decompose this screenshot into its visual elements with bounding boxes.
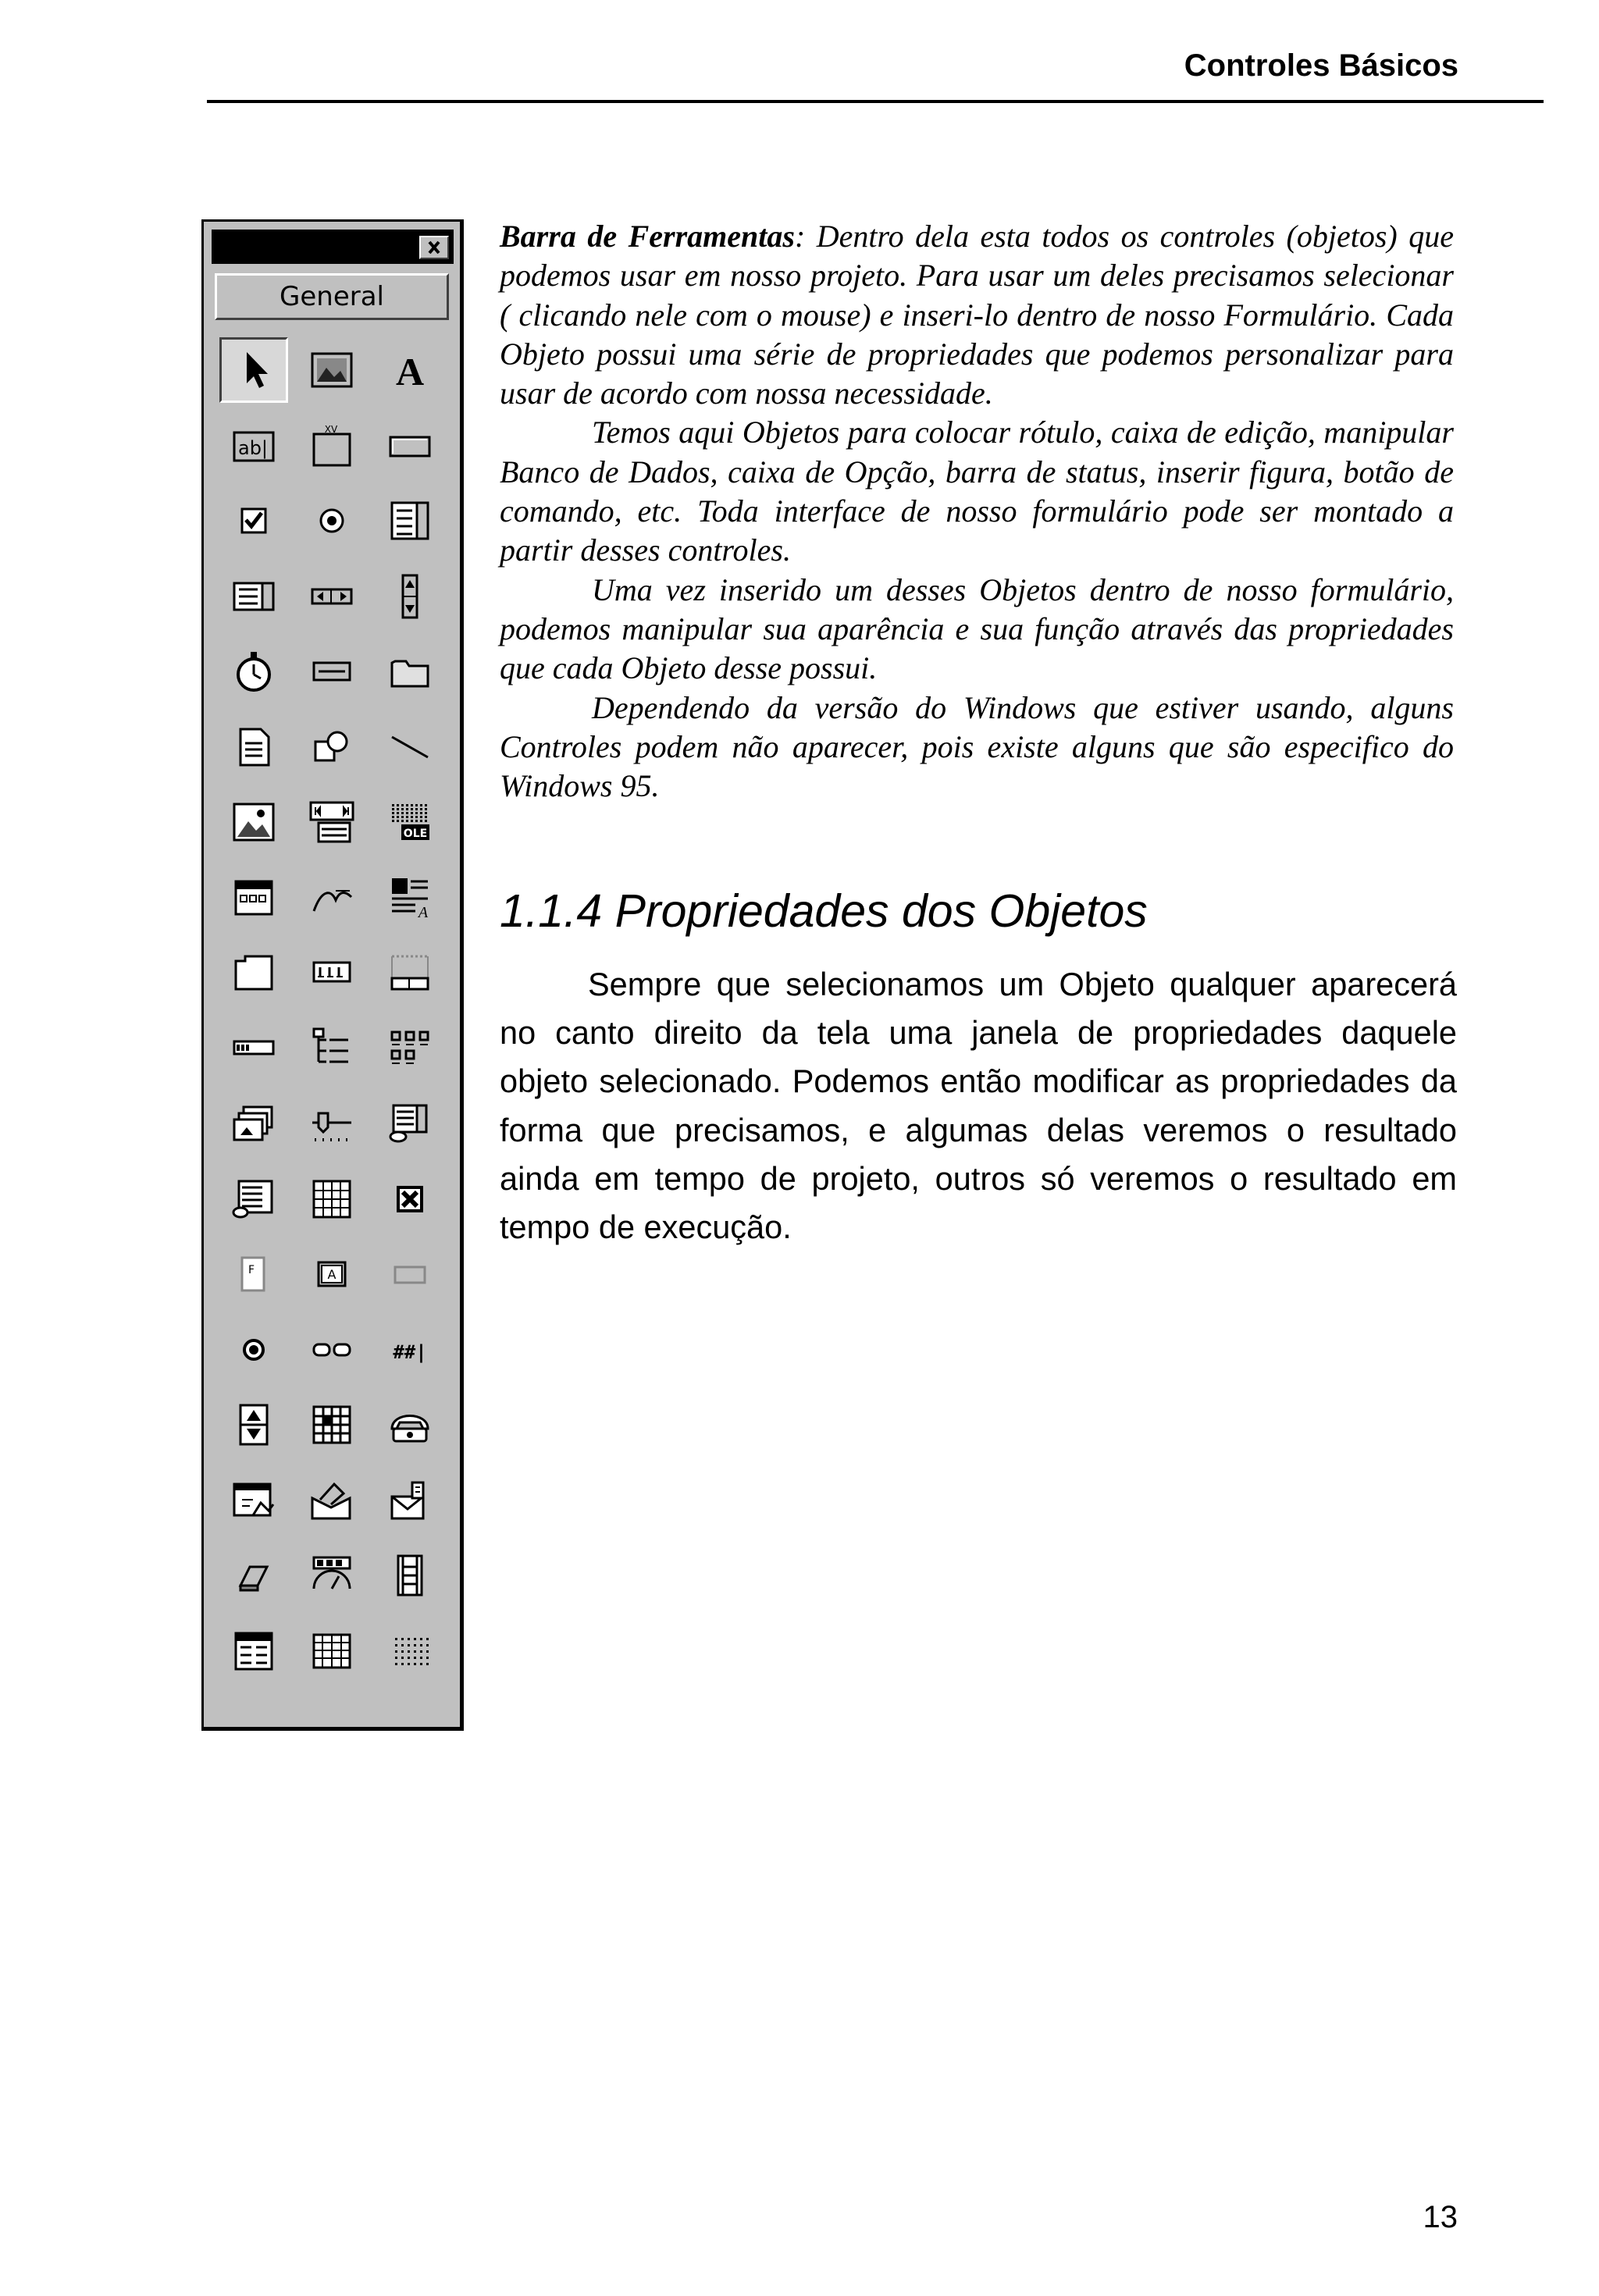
tool-frame (297, 940, 366, 1006)
tool-frame (376, 1392, 444, 1458)
tool-frame (297, 564, 366, 629)
tool-commondialog[interactable] (215, 1463, 293, 1539)
tool-imagelist[interactable] (215, 1086, 293, 1162)
tool-frame (219, 413, 288, 479)
tool-hscrollbar[interactable] (293, 559, 371, 635)
calendar-icon (230, 874, 278, 922)
tool-listview[interactable] (371, 1011, 449, 1087)
drivelistbox-icon (308, 647, 356, 696)
svg-text:F: F (248, 1264, 255, 1277)
tool-frame (376, 564, 444, 629)
toolbox-titlebar[interactable] (212, 230, 454, 264)
combobox-icon (386, 497, 434, 545)
tool-frame (219, 940, 288, 1006)
dblist-icon (230, 1175, 278, 1223)
tool-frame (376, 1016, 444, 1081)
tool-frame (376, 1618, 444, 1684)
tool-maskedit[interactable] (371, 1312, 449, 1388)
tool-dblist[interactable] (215, 1162, 293, 1237)
textbox-icon (230, 422, 278, 470)
tool-frame (297, 1241, 366, 1307)
paragraph-toolbar (500, 217, 1454, 413)
image-icon (230, 798, 278, 846)
sspanel-icon (230, 1250, 278, 1298)
imagelist-icon (230, 1099, 278, 1148)
tool-frame (219, 1091, 288, 1156)
tool-frame (219, 865, 288, 931)
tool-comm[interactable] (371, 1387, 449, 1463)
sscheck-icon (308, 1326, 356, 1374)
tool-frame (219, 1166, 288, 1232)
slider-icon (308, 1099, 356, 1148)
tool-sscommand[interactable] (293, 1237, 371, 1312)
tool-frame (376, 1317, 444, 1383)
running-header: Controles Básicos (1184, 48, 1458, 83)
tool-datarepeater[interactable] (215, 1614, 293, 1689)
tool-frame (376, 1543, 444, 1608)
tool-frame (297, 1618, 366, 1684)
tool-image[interactable] (215, 785, 293, 860)
paragraph-properties: Uma vez inserido um desses Objetos dentro de nosso formulário, podemos manipular sua aparência e sua função através das propriedades que cada Objeto desse possui. (500, 571, 1454, 686)
tool-drivelistbox[interactable] (293, 634, 371, 710)
tool-pointer[interactable] (215, 333, 293, 408)
tool-mapi-session[interactable] (293, 1463, 371, 1539)
progressbar-icon (230, 1024, 278, 1073)
checkbox-icon (230, 497, 278, 545)
ssframe-icon (386, 1250, 434, 1298)
tool-frame (297, 488, 366, 554)
dbgrid-icon (308, 1175, 356, 1223)
tool-toolbar[interactable] (293, 935, 371, 1011)
tool-dbgrid[interactable] (293, 1162, 371, 1237)
tool-statusbar[interactable] (371, 935, 449, 1011)
tool-frame (219, 1468, 288, 1533)
paragraph-windows: Dependendo da versão do Windows que estiver usando, alguns Controles podem não aparecer, pois existe alguns que são especifico do Windows 95. (500, 689, 1454, 804)
dbcombo-icon (386, 1099, 434, 1148)
treeview-icon (308, 1024, 356, 1073)
pointer-icon (230, 346, 278, 394)
svg-text:A: A (395, 350, 425, 394)
toolbox-window (201, 219, 464, 1731)
multimedia-icon (308, 1551, 356, 1600)
tool-winsock[interactable] (215, 1538, 293, 1614)
tool-richtext[interactable] (371, 860, 449, 936)
tool-picturebox[interactable] (293, 333, 371, 408)
tool-frame (376, 789, 444, 855)
section-paragraph: Sempre que selecionamos um Objeto qualquer aparecerá no canto direito da tela uma janela de propriedades daquele objeto selecionado. Podemos então modificar as propriedades da forma que precisamos, e algumas delas veremos o resultado ainda em tempo de projeto, outros só veremos o resultado em tempo de execução. (500, 966, 1457, 1246)
winsock-icon (230, 1551, 278, 1600)
tool-frame (297, 1317, 366, 1383)
tool-frame (297, 1091, 366, 1156)
dotgrid-icon (386, 1627, 434, 1675)
tool-frame (297, 1166, 366, 1232)
close-icon (421, 237, 447, 258)
tool-film[interactable] (371, 1538, 449, 1614)
tool-grid[interactable] (293, 1614, 371, 1689)
tool-sscheck[interactable] (293, 1312, 371, 1388)
checkmark-icon (386, 1175, 434, 1223)
tool-tabstrip[interactable] (215, 935, 293, 1011)
tool-commandbutton[interactable] (371, 408, 449, 484)
paragraph-text: : Dentro dela esta todos os controles (objetos) que podemos usar em nosso projeto. Para usar um deles precisamos selecionar ( clicando nele com o mouse) e inseri-lo dentro de nosso Formulário. Cada Objeto possui uma série de propriedades que podemos personalizar para usar de acordo com nossa necessidade. (500, 219, 1454, 411)
tool-frame (219, 1241, 288, 1307)
tool-frame (297, 865, 366, 931)
tool-calendar[interactable] (215, 860, 293, 936)
filelistbox-icon (230, 723, 278, 771)
tool-frame (297, 1468, 366, 1533)
tool-frame (297, 1543, 366, 1608)
dirlistbox-icon (386, 647, 434, 696)
label-icon (386, 346, 434, 394)
tool-listbox[interactable] (215, 559, 293, 635)
grid-icon (308, 1627, 356, 1675)
tool-timer[interactable] (215, 634, 293, 710)
hscrollbar-icon (308, 572, 356, 621)
tool-frame (297, 337, 366, 403)
ssoption-icon (230, 1326, 278, 1374)
tool-frame (297, 1016, 366, 1081)
tool-checkmark[interactable] (371, 1162, 449, 1237)
tool-animation[interactable] (293, 860, 371, 936)
tool-frame (297, 1392, 366, 1458)
tool-filelistbox[interactable] (215, 710, 293, 785)
svg-text:OLE: OLE (403, 828, 428, 841)
tool-msflexgrid[interactable] (293, 1387, 371, 1463)
tool-frame (376, 639, 444, 704)
comm-icon (386, 1401, 434, 1449)
tool-frame (376, 1091, 444, 1156)
tool-vscrollbar[interactable] (371, 559, 449, 635)
line-icon (386, 723, 434, 771)
tool-frame (219, 488, 288, 554)
tool-frame (376, 1166, 444, 1232)
tool-frame (219, 1618, 288, 1684)
tool-frame (376, 1468, 444, 1533)
data-icon (308, 798, 356, 846)
tool-frame (297, 413, 366, 479)
datarepeater-icon (230, 1627, 278, 1675)
tool-frame (219, 564, 288, 629)
mapi-messages-icon (386, 1476, 434, 1525)
tool-mapi-messages[interactable] (371, 1463, 449, 1539)
page-number: 13 (1423, 2200, 1458, 2234)
tool-optionbutton[interactable] (293, 483, 371, 559)
tool-frame (376, 413, 444, 479)
listbox-icon (230, 572, 278, 621)
close-button[interactable] (419, 236, 449, 259)
ole-icon (386, 798, 434, 846)
svg-text:XV: XV (324, 423, 338, 435)
tool-textbox[interactable] (215, 408, 293, 484)
msflexgrid-icon (308, 1401, 356, 1449)
tool-frame (219, 789, 288, 855)
section-heading: 1.1.4 Propriedades dos Objetos (500, 885, 1148, 937)
tool-updown[interactable] (215, 1387, 293, 1463)
tool-frame (219, 1016, 288, 1081)
tool-frame (297, 639, 366, 704)
tool-ssframe[interactable] (371, 1237, 449, 1312)
tool-slider[interactable] (293, 1086, 371, 1162)
maskedit-icon (386, 1326, 434, 1374)
richtext-icon (386, 874, 434, 922)
frame-icon (308, 422, 356, 470)
svg-text:ab|: ab| (237, 436, 269, 459)
listview-icon (386, 1024, 434, 1073)
tool-frame (376, 1241, 444, 1307)
tool-frame (219, 714, 288, 780)
paragraph-objects: Temos aqui Objetos para colocar rótulo, caixa de edição, manipular Banco de Dados, caixa de Opção, barra de status, inserir figura, botão de comando, etc. Toda interface de nosso formulário pode ser montado a partir desses controles. (500, 415, 1454, 568)
tool-frame[interactable] (293, 408, 371, 484)
tool-ole[interactable] (371, 785, 449, 860)
tool-dbcombo[interactable] (371, 1086, 449, 1162)
statusbar-icon (386, 949, 434, 997)
tool-frame (219, 639, 288, 704)
tool-frame (376, 865, 444, 931)
picturebox-icon (308, 346, 356, 394)
tool-frame (376, 337, 444, 403)
tool-frame (376, 488, 444, 554)
toolbox-grid (215, 333, 449, 1689)
tool-frame (297, 789, 366, 855)
tool-line[interactable] (371, 710, 449, 785)
svg-text:##|: ##| (393, 1340, 427, 1363)
timer-icon (230, 647, 278, 696)
tool-shape[interactable] (293, 710, 371, 785)
tool-dotgrid[interactable] (371, 1614, 449, 1689)
optionbutton-icon (308, 497, 356, 545)
tool-frame (297, 714, 366, 780)
sscommand-icon (308, 1250, 356, 1298)
tool-combobox[interactable] (371, 483, 449, 559)
vscrollbar-icon (386, 572, 434, 621)
shape-icon (308, 723, 356, 771)
toolbar-icon (308, 949, 356, 997)
tool-checkbox[interactable] (215, 483, 293, 559)
film-icon (386, 1551, 434, 1600)
updown-icon (230, 1401, 278, 1449)
tool-sspanel[interactable] (215, 1237, 293, 1312)
tool-frame (376, 940, 444, 1006)
animation-icon (308, 874, 356, 922)
tool-dirlistbox[interactable] (371, 634, 449, 710)
term-barra-de-ferramentas: Barra de Ferramentas (500, 219, 795, 254)
tool-treeview[interactable] (293, 1011, 371, 1087)
tabstrip-icon (230, 949, 278, 997)
svg-text:A: A (418, 903, 429, 921)
tool-label[interactable] (371, 333, 449, 408)
general-tab[interactable]: General (215, 273, 449, 320)
svg-text:A: A (327, 1267, 337, 1283)
tool-progressbar[interactable] (215, 1011, 293, 1087)
tool-frame (219, 337, 288, 403)
tool-multimedia[interactable] (293, 1538, 371, 1614)
tool-frame (376, 714, 444, 780)
mapi-session-icon (308, 1476, 356, 1525)
tool-frame (219, 1543, 288, 1608)
header-rule (207, 100, 1544, 103)
tool-data[interactable] (293, 785, 371, 860)
tool-frame (219, 1392, 288, 1458)
tool-ssoption[interactable] (215, 1312, 293, 1388)
commondialog-icon (230, 1476, 278, 1525)
tool-frame (219, 1317, 288, 1383)
body-text (500, 217, 1454, 806)
commandbutton-icon (386, 422, 434, 470)
